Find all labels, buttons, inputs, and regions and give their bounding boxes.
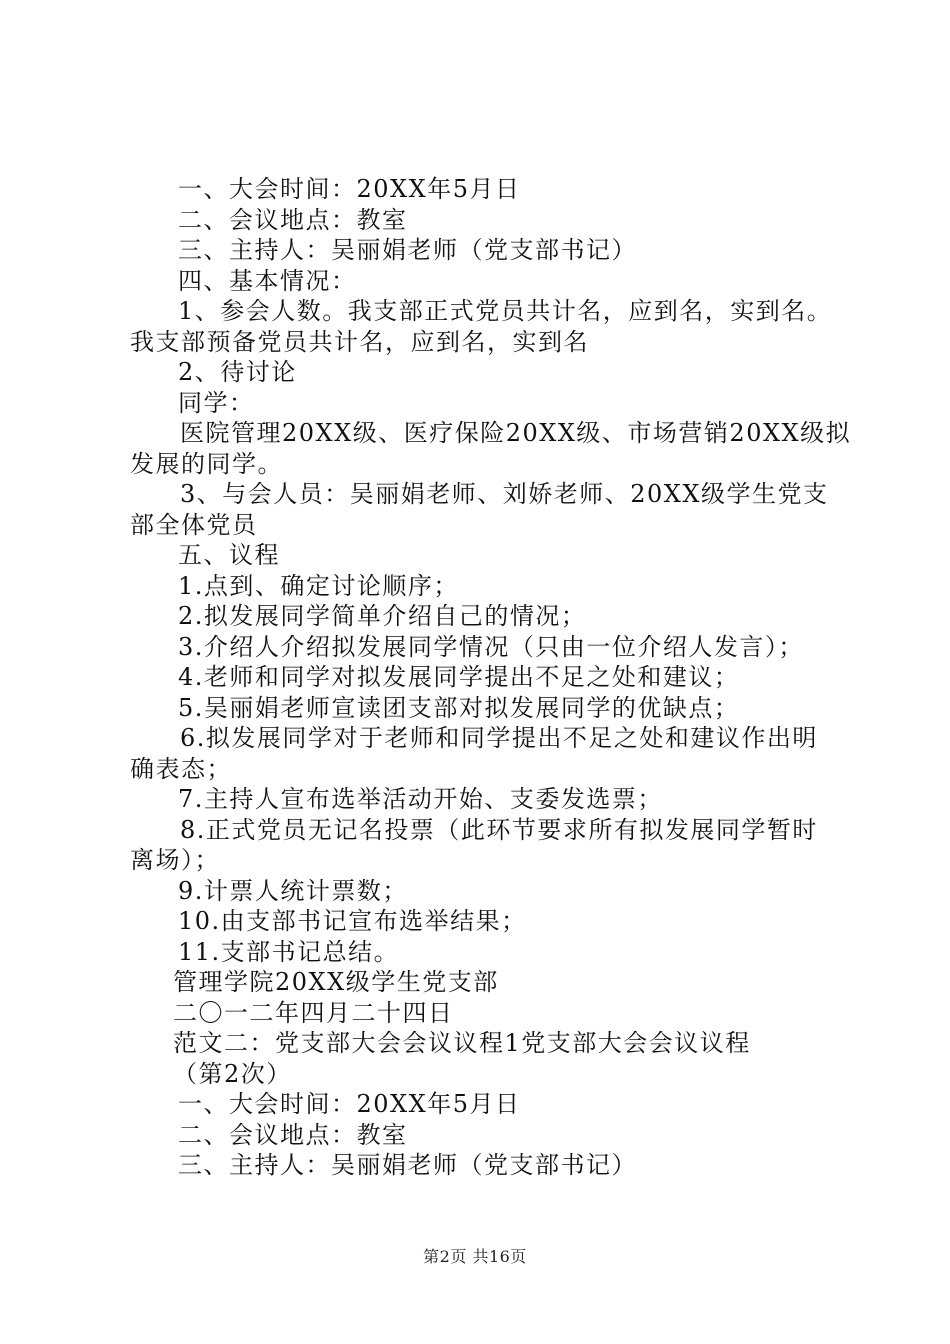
text-line: 三、主持人：吴丽娟老师（党支部书记） (178, 236, 637, 264)
text-line: 一、大会时间：20XX年5月日 (178, 1090, 521, 1118)
text-line: 4.老师和同学对拟发展同学提出不足之处和建议； (178, 663, 740, 691)
text-line: 二〇一二年四月二十四日 (173, 998, 454, 1027)
text-line: 8.正式党员无记名投票（此环节要求所有拟发展同学暂时 (180, 815, 818, 844)
text-line: 医院管理20XX级、医疗保险20XX级、市场营销20XX级拟 (180, 419, 852, 447)
text-line: 管理学院20XX级学生党支部 (173, 968, 499, 996)
text-line: 2.拟发展同学简单介绍自己的情况； (178, 602, 587, 630)
text-line: 二、会议地点：教室 (178, 205, 408, 234)
text-line: 6.拟发展同学对于老师和同学提出不足之处和建议作出明 (180, 724, 818, 752)
text-line: 2、待讨论 (178, 358, 297, 386)
text-line: 离场）； (130, 846, 220, 874)
text-line: 确表态； (130, 754, 232, 783)
text-line: 3.介绍人介绍拟发展同学情况（只由一位介绍人发言）； (178, 632, 804, 661)
page-number-label: 第2页 共16页 (423, 1247, 527, 1266)
text-line: 10.由支部书记宣布选举结果； (178, 907, 527, 935)
text-line: 五、议程 (178, 541, 280, 569)
text-line: 11.支部书记总结。 (178, 937, 400, 966)
text-line: 5.吴丽娟老师宣读团支部对拟发展同学的优缺点； (178, 693, 740, 722)
text-line: 二、会议地点：教室 (178, 1120, 408, 1149)
text-line: 同学： (178, 388, 255, 417)
text-line: 四、基本情况： (178, 266, 357, 295)
text-line: 9.计票人统计票数； (178, 876, 408, 905)
document-body (130, 174, 852, 1181)
text-line: 我支部预备党员共计名，应到名，实到名 (130, 327, 589, 356)
text-line: 三、主持人：吴丽娟老师（党支部书记） (178, 1151, 637, 1179)
text-line: 1、参会人数。我支部正式党员共计名，应到名，实到名。 (178, 297, 833, 325)
text-line: 3、与会人员：吴丽娟老师、刘娇老师、20XX级学生党支 (180, 480, 829, 508)
text-line: 7.主持人宣布选举活动开始、支委发选票； (178, 785, 663, 813)
page-footer (0, 1244, 950, 1267)
text-line: 范文二：党支部大会会议议程1党支部大会会议议程 (173, 1029, 751, 1057)
text-line: 一、大会时间：20XX年5月日 (178, 175, 521, 203)
text-line: 发展的同学。 (130, 449, 283, 478)
text-line: （第2次） (173, 1059, 292, 1088)
text-line: 部全体党员 (130, 510, 258, 539)
text-line: 1.点到、确定讨论顺序； (178, 571, 459, 600)
